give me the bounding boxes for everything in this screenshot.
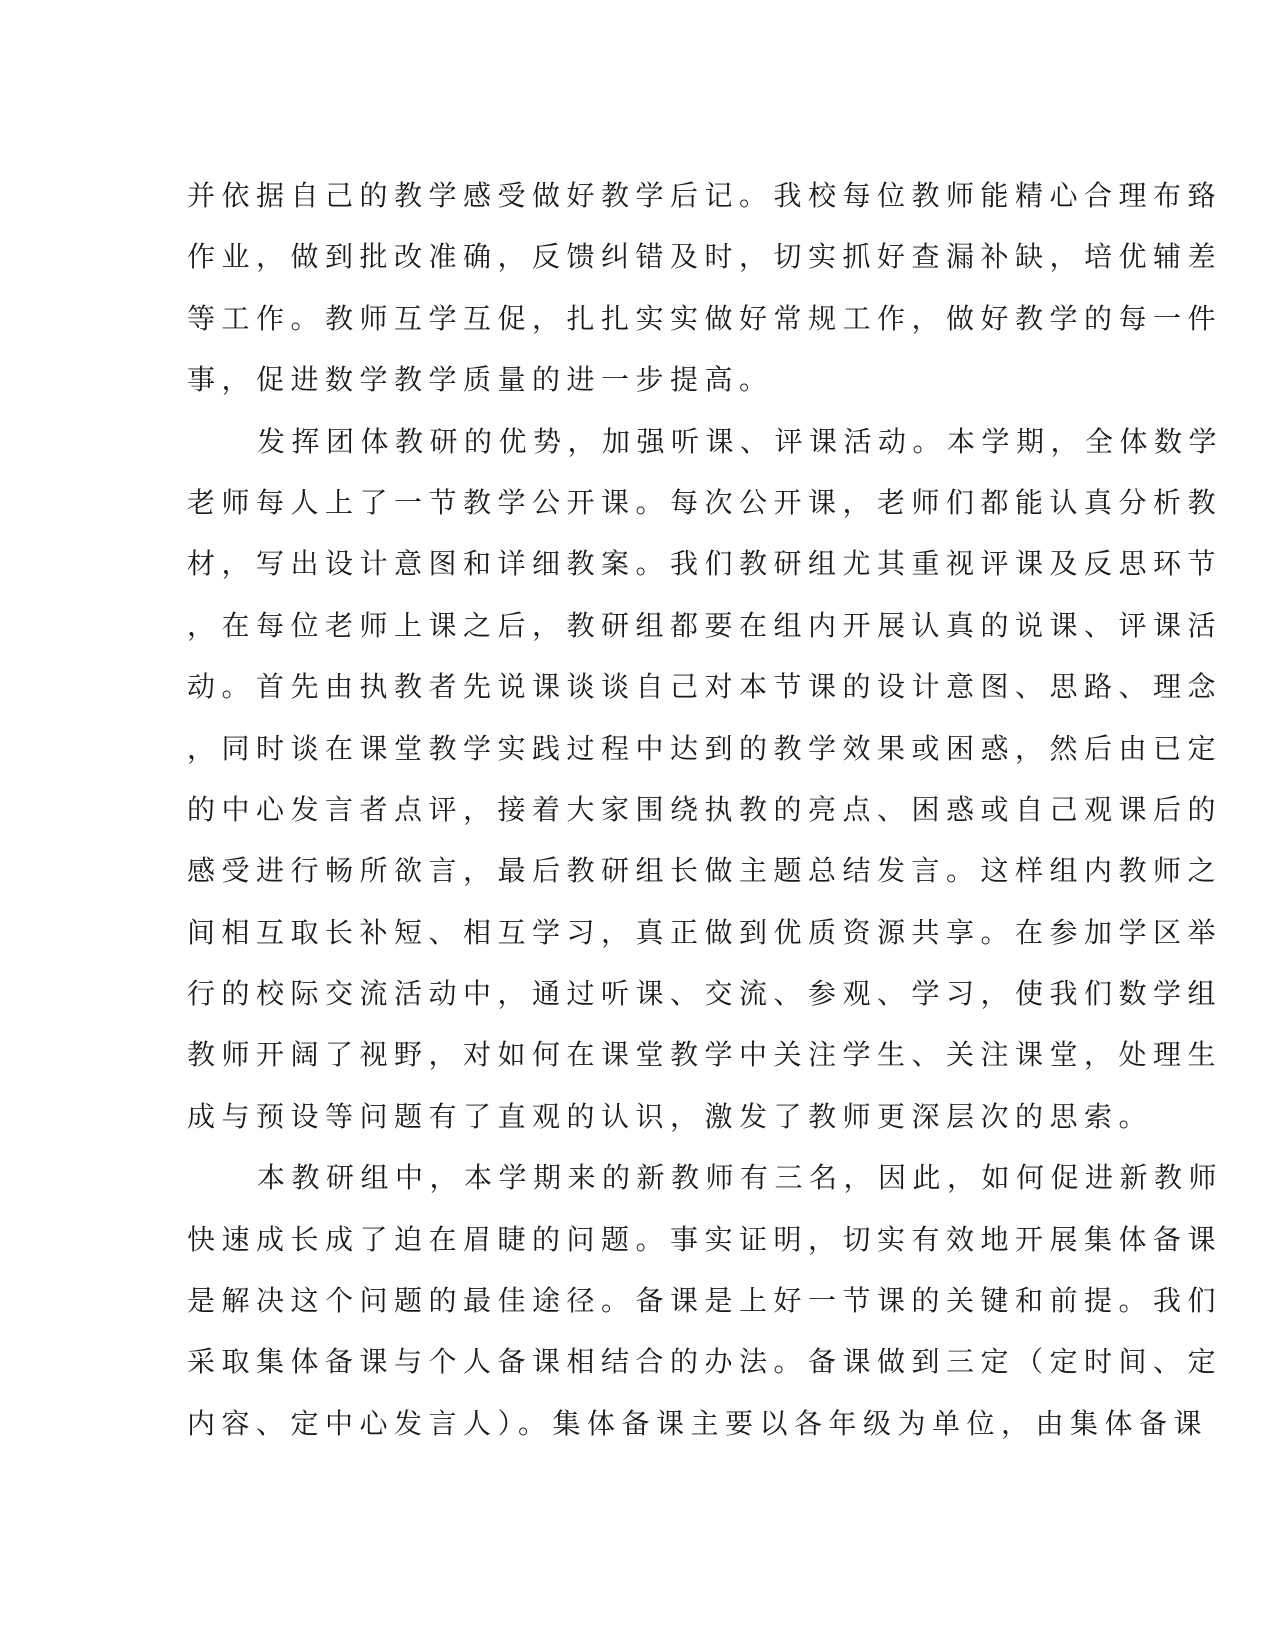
paragraph-start-line: 本教研组中，本学期来的新教师有三名，因此，如何促进新教师 [257,1161,1224,1195]
paragraph-start-line: 发挥团体教研的优势，加强听课、评课活动。本学期，全体数学 [257,424,1224,458]
text-line: 采取集体备课与个人备课相结合的办法。备课做到三定（定时间、定 [187,1345,1223,1379]
text-line: 教师开阔了视野，对如何在课堂教学中关注学生、关注课堂，处理生 [187,1038,1223,1072]
text-line: 行的校际交流活动中，通过听课、交流、参观、学习，使我们数学组 [187,977,1223,1011]
text-line: ，在每位老师上课之后，教研组都要在组内开展认真的说课、评课活 [187,608,1223,642]
text-line: 老师每人上了一节教学公开课。每次公开课，老师们都能认真分析教 [187,485,1223,519]
text-line: ，同时谈在课堂教学实践过程中达到的教学效果或困惑，然后由已定 [187,731,1223,765]
text-line: 的中心发言者点评，接着大家围绕执教的亮点、困惑或自己观课后的 [187,792,1223,826]
text-line: 内容、定中心发言人）。集体备课主要以各年级为单位，由集体备课 [187,1406,1209,1440]
text-line: 并依据自己的教学感受做好教学后记。我校每位教师能精心合理布臵 [187,179,1223,212]
text-line: 等工作。教师互学互促，扎扎实实做好常规工作，做好教学的每一件 [187,301,1223,335]
body-text [187,165,1224,1454]
text-line: 间相互取长补短、相互学习，真正做到优质资源共享。在参加学区举 [187,915,1223,949]
text-line: 是解决这个问题的最佳途径。备课是上好一节课的关键和前提。我们 [187,1284,1223,1318]
text-line: 感受进行畅所欲言，最后教研组长做主题总结发言。这样组内教师之 [187,854,1223,888]
text-line: 动。首先由执教者先说课谈谈自己对本节课的设计意图、思路、理念 [187,670,1223,704]
text-line: 成与预设等问题有了直观的认识，激发了教师更深层次的思索。 [187,1099,1154,1133]
text-line: 材，写出设计意图和详细教案。我们教研组尤其重视评课及反思环节 [187,547,1223,581]
text-line: 事，促进数学教学质量的进一步提高。 [187,363,774,397]
text-line: 快速成长成了迫在眉睫的问题。事实证明，切实有效地开展集体备课 [187,1222,1223,1256]
text-line: 作业，做到批改准确，反馈纠错及时，切实抓好查漏补缺，培优辅差 [187,240,1223,274]
